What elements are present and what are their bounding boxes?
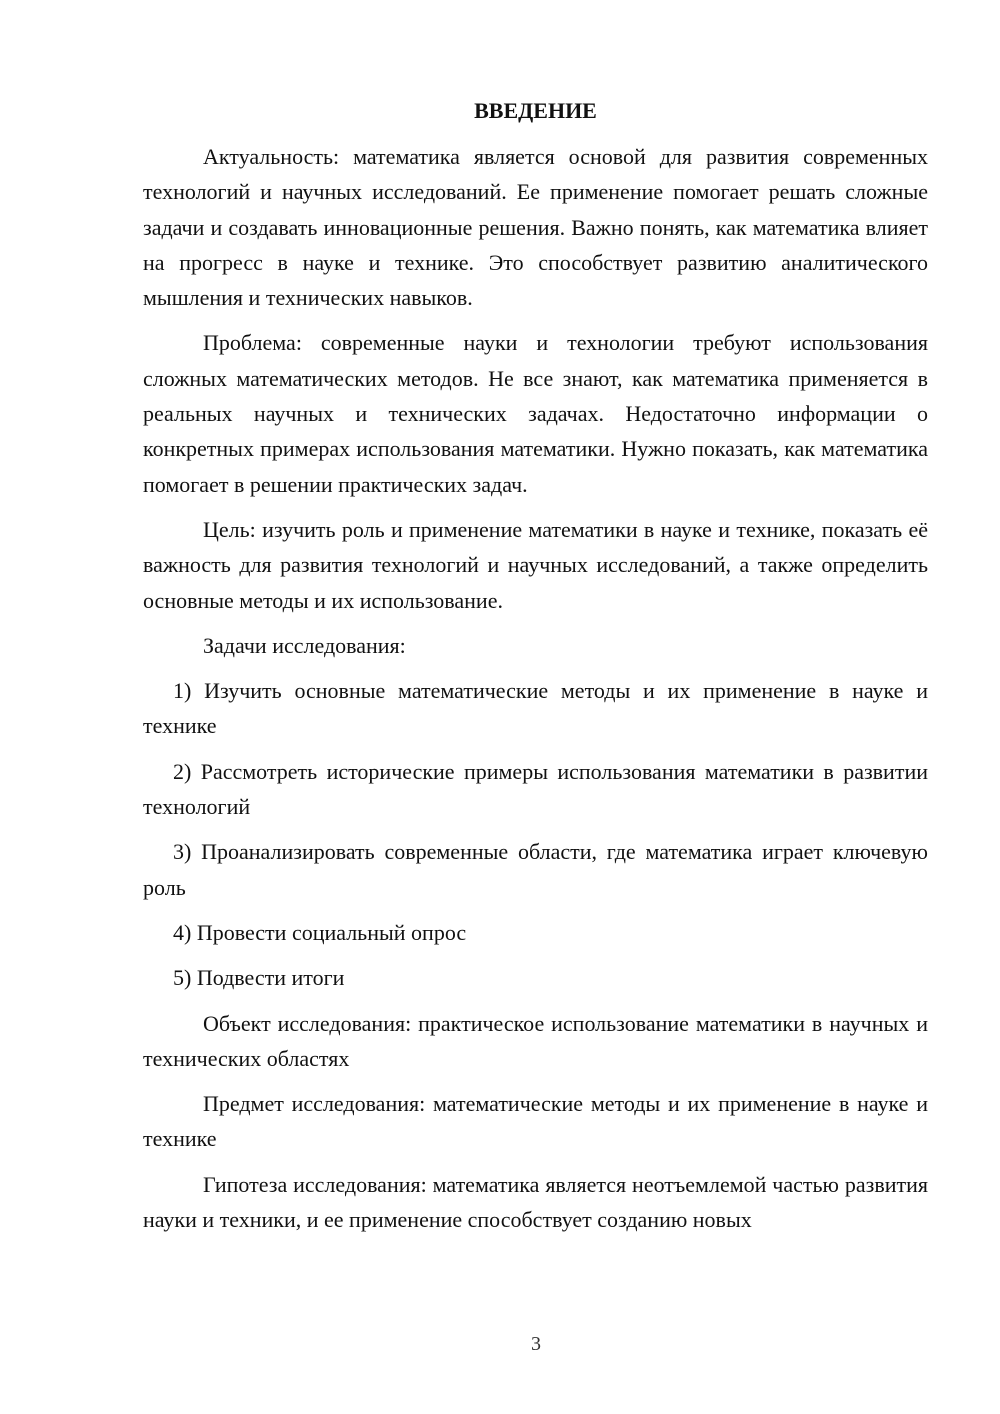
paragraph-tasks-heading: Задачи исследования: (203, 632, 406, 658)
page-number: 3 (531, 1333, 541, 1355)
paragraph-goal: Цель: изучить роль и применение математики в науке и технике, показать её важность для развития технологий и научных исследований, а также определить основные методы и их использование. (143, 516, 928, 613)
task-item-4: 4) Провести социальный опрос (173, 919, 467, 945)
task-item-3: 3) Проанализировать современные области, где математика играет ключевую роль (143, 839, 928, 900)
task-item-1: 1) Изучить основные математические методы и их применение в науке и технике (143, 678, 928, 739)
paragraph-subject: Предмет исследования: математические методы и их применение в науке и технике (143, 1091, 928, 1152)
task-item-2: 2) Рассмотреть исторические примеры использования математики в развитии технологий (143, 758, 928, 820)
document-body (143, 93, 928, 1237)
paragraph-problem: Проблема: современные науки и технологии требуют использования сложных математических методов. Не все знают, как математика применяется в реальных научных и технических задачах. Недостаточно информации о конкретных примерах использования математики. Нужно показать, как математика помогает в решении практических задач. (143, 330, 928, 497)
paragraph-relevance: Актуальность: математика является основой для развития современных технологий и научных исследований. Ее применение помогает решать сложные задачи и создавать инновационные решения. Важно понять, как математика влияет на прогресс в науке и технике. Это способствует развитию аналитического мышления и технических навыков. (143, 144, 928, 311)
section-title: ВВЕДЕНИЕ (474, 98, 597, 123)
paragraph-hypothesis: Гипотеза исследования: математика является неотъемлемой частью развития науки и техники, и ее применение способствует созданию новых (143, 1171, 928, 1233)
task-item-5: 5) Подвести итоги (173, 965, 345, 991)
paragraph-object: Объект исследования: практическое использование математики в научных и технических областях (143, 1010, 928, 1071)
